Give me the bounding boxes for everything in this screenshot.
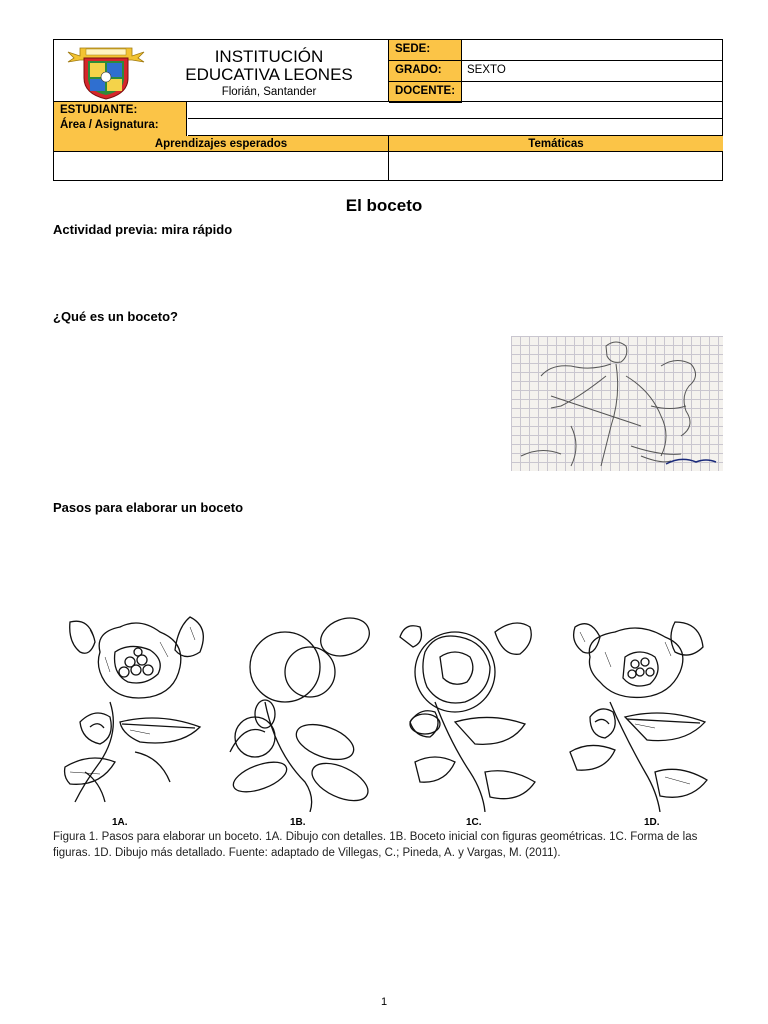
institution-name-line1: INSTITUCIÓN [214, 47, 324, 66]
sketch-drawing [511, 336, 723, 471]
aprendizajes-field[interactable] [54, 152, 389, 180]
tematicas-header: Temáticas [389, 136, 723, 152]
header-table [53, 39, 723, 181]
section-heading-pasos: Pasos para elaborar un boceto [53, 500, 244, 515]
flower-drawing-1b [225, 612, 375, 812]
figure-label-1c: 1C. [466, 817, 482, 828]
figure-label-1b: 1B. [290, 817, 306, 828]
student-area-labels [54, 102, 187, 136]
institution-block [54, 40, 389, 102]
section-heading-que-es: ¿Qué es un boceto? [53, 309, 178, 324]
section-heading-actividad: Actividad previa: mira rápido [53, 222, 233, 237]
docente-label: DOCENTE: [389, 82, 462, 103]
docente-field[interactable] [462, 82, 723, 102]
figure-label-1d: 1D. [644, 817, 660, 828]
figure-label-1a: 1A. [112, 817, 128, 828]
sketch-example-image [511, 336, 723, 471]
area-label: Área / Asignatura: [60, 119, 159, 131]
document-title: El boceto [345, 196, 423, 215]
institution-name-line2: EDUCATIVA LEONES [185, 65, 353, 84]
grado-field[interactable]: SEXTO [462, 61, 723, 82]
aprendizajes-header: Aprendizajes esperados [54, 136, 389, 152]
estudiante-field[interactable] [188, 102, 723, 119]
page-number: 1 [380, 996, 388, 1008]
school-seal-icon [66, 44, 146, 100]
flower-drawing-1a [60, 612, 210, 812]
institution-name [154, 48, 384, 84]
flower-drawing-1d [565, 612, 715, 812]
sede-field[interactable] [462, 40, 723, 61]
tematicas-field[interactable] [389, 152, 723, 180]
flower-drawing-1c [395, 612, 545, 812]
estudiante-label: ESTUDIANTE: [60, 104, 138, 116]
grado-label: GRADO: [389, 61, 462, 82]
area-field[interactable] [188, 119, 723, 136]
figure-caption: Figura 1. Pasos para elaborar un boceto. 1A. Dibujo con detalles. 1B. Boceto inicial con figuras geométricas. 1C. Forma de las figuras. 1D. Dibujo más detallado. Fuente: adaptado de Villegas, C.; Pineda, A. y Vargas, M. (2011). [53, 831, 698, 859]
institution-location: Florián, Santander [221, 86, 317, 98]
sede-label: SEDE: [389, 40, 462, 61]
